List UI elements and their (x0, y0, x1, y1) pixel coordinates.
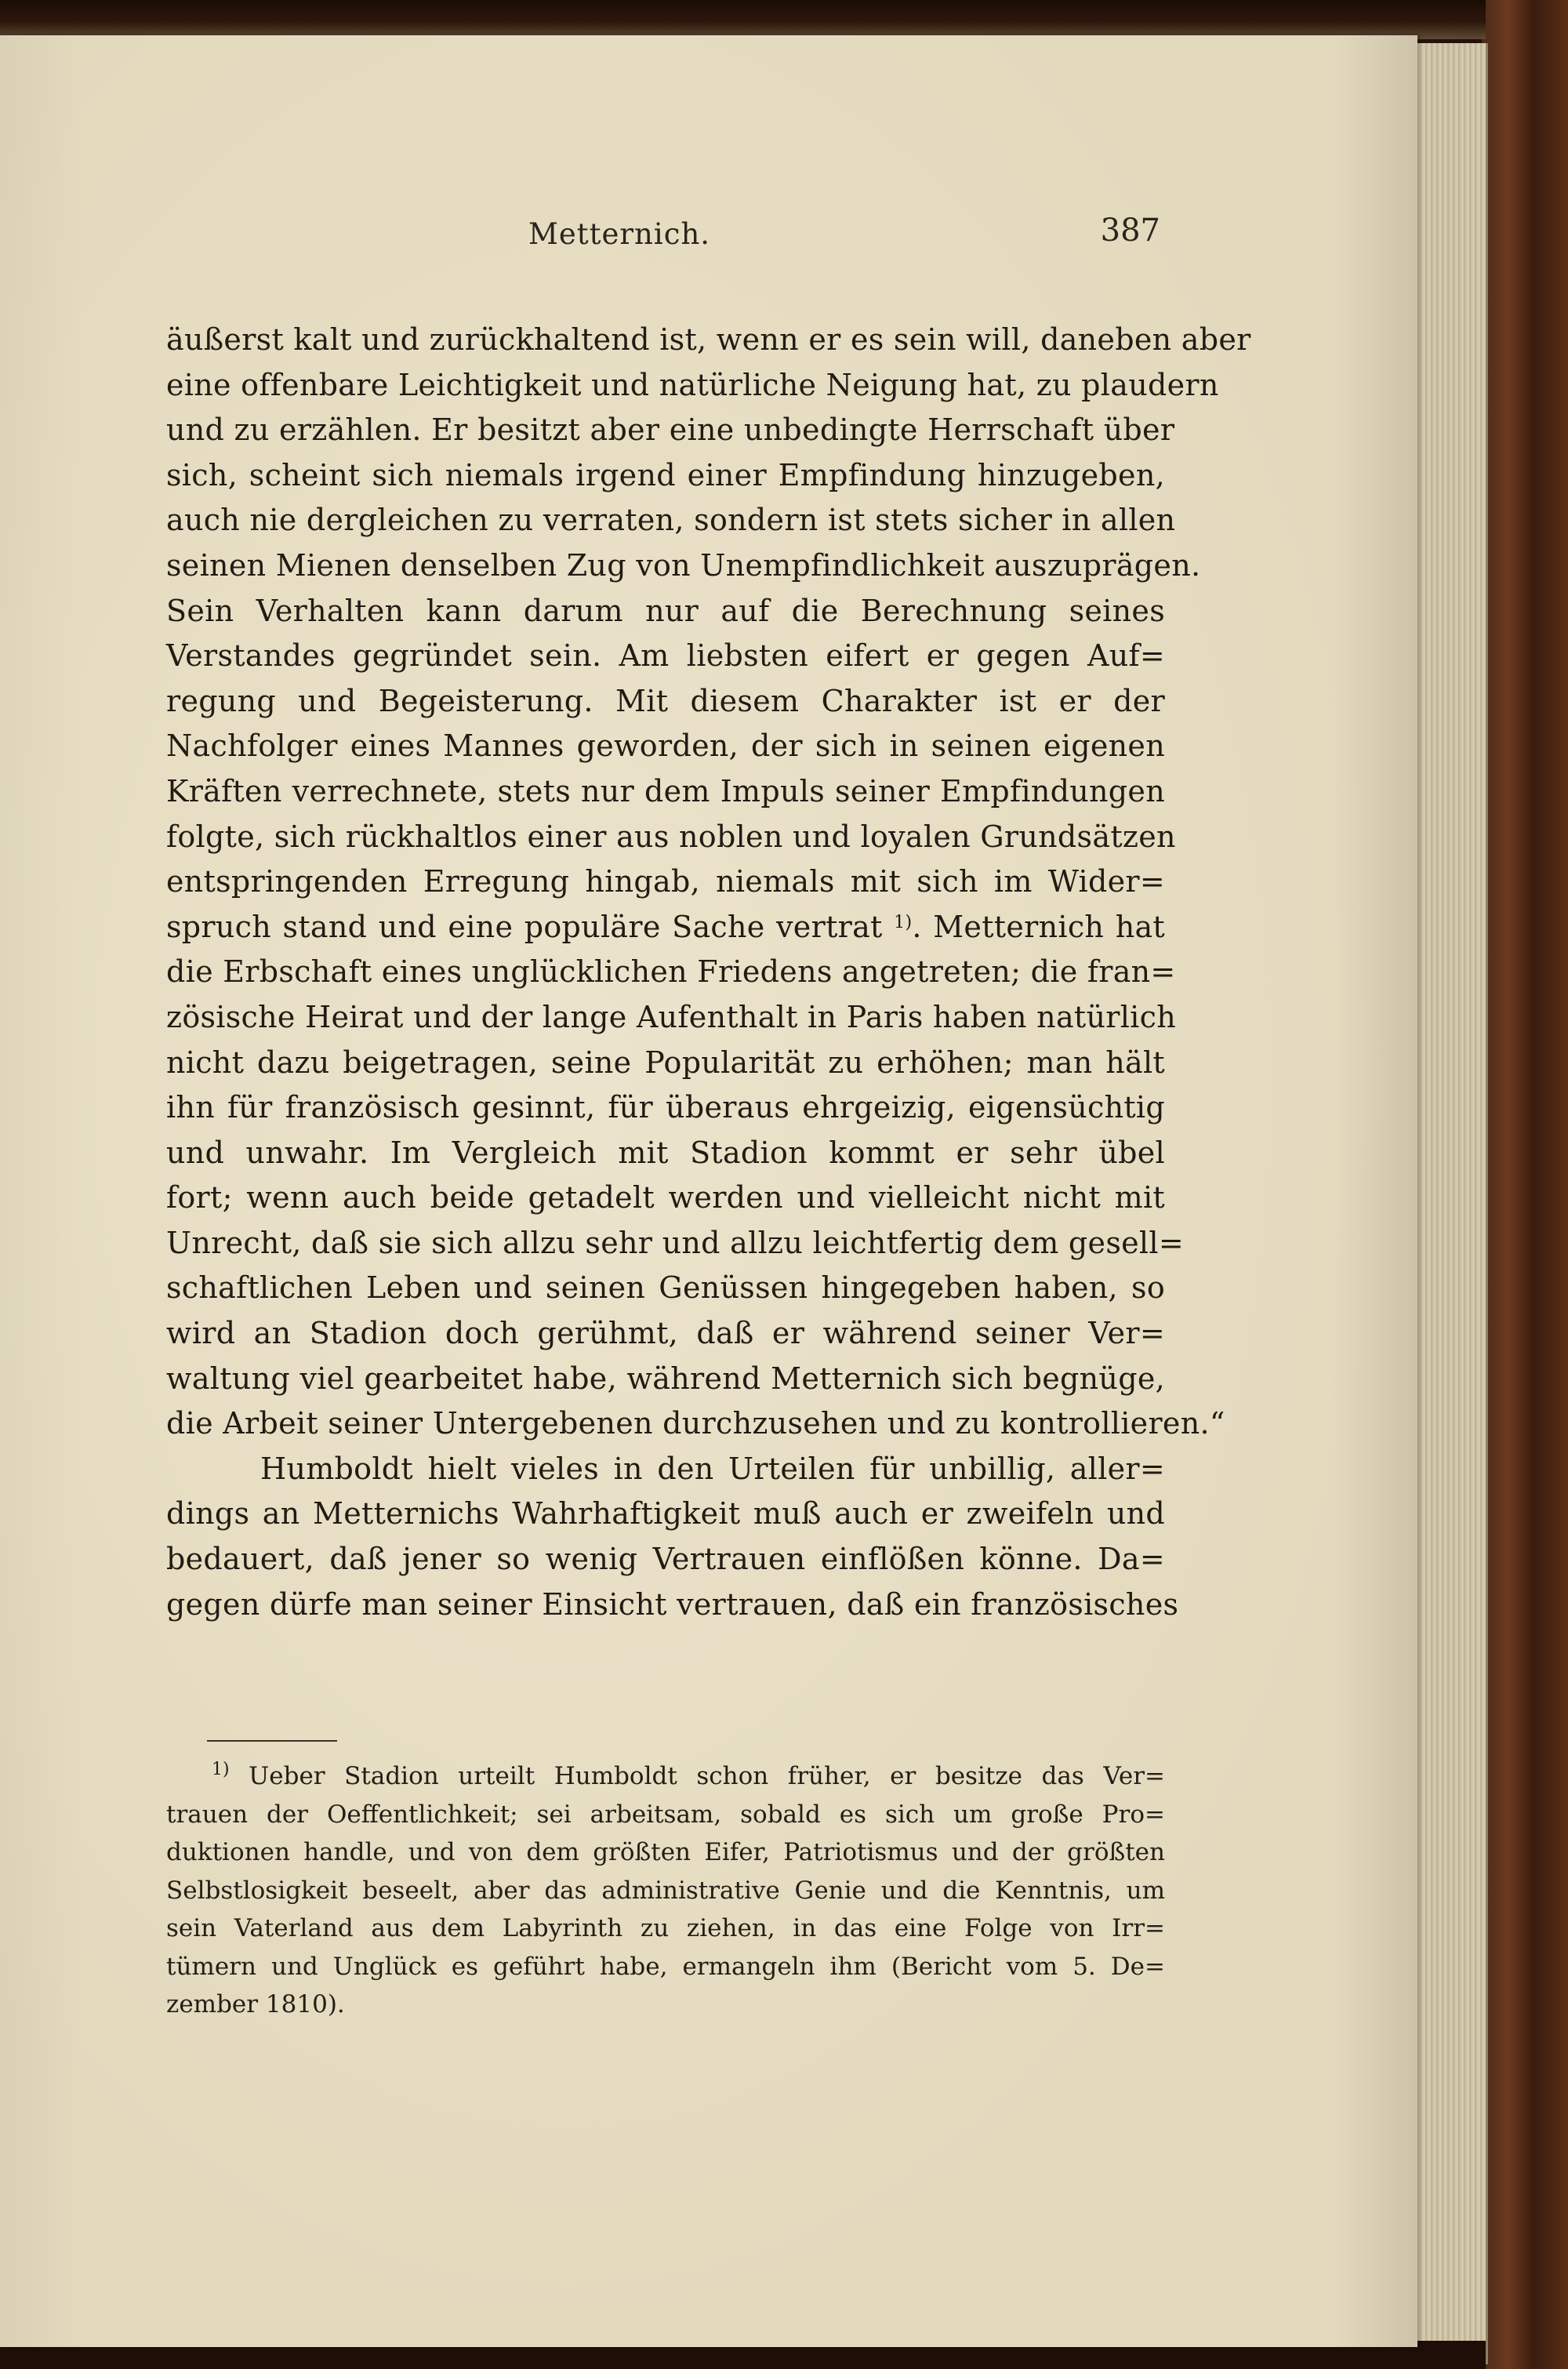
text-line: und zu erzählen. Er besitzt aber eine unbedingte Herrschaft über (166, 412, 1175, 448)
text-line: Sein Verhalten kann darum nur auf die Berechnung seines (166, 593, 1165, 628)
running-title: Metternich. (528, 217, 711, 251)
page-stack-edge (1411, 43, 1488, 2364)
footnote-separator (207, 1740, 337, 1742)
text-line: fort; wenn auch beide getadelt werden und vielleicht nicht mit (166, 1180, 1165, 1215)
text-line: Unrecht, daß sie sich allzu sehr und allzu leichtfertig dem gesell= (166, 1225, 1184, 1260)
footnote-line: tümern und Unglück es geführt habe, ermangeln ihm (Bericht vom 5. De= (166, 1952, 1165, 1981)
footnote-line: Selbstlosigkeit beseelt, aber das administrative Genie und die Kenntnis, um (166, 1876, 1165, 1905)
text-line: äußerst kalt und zurückhaltend ist, wenn er es sein will, daneben aber (166, 322, 1251, 357)
text-line: ihn für französisch gesinnt, für überaus ehrgeizig, eigensüchtig (166, 1090, 1165, 1125)
text-line: sich, scheint sich niemals irgend einer Empfindung hinzugeben, (166, 457, 1165, 492)
text-line-with-footnote (166, 905, 1165, 950)
text-line: Humboldt hielt vieles in den Urteilen für unbillig, aller= (260, 1451, 1165, 1486)
footnote-reference: 1) (894, 912, 913, 932)
footnotes (166, 1757, 1165, 2024)
text-line-end: . Metternich hat (912, 909, 1165, 944)
text-line: die Erbschaft eines unglücklichen Friedens angetreten; die fran= (166, 954, 1176, 990)
footnote-text: Ueber Stadion urteilt Humboldt schon früher, er besitze das Ver= (249, 1762, 1165, 1790)
running-head (165, 213, 1160, 264)
text-line: seinen Mienen denselben Zug von Unempfindlichkeit auszuprägen. (166, 547, 1201, 583)
text-line-start: spruch stand und eine populäre Sache vertrat (166, 909, 883, 944)
text-line: schaftlichen Leben und seinen Genüssen hingegeben haben, so (166, 1270, 1165, 1306)
footnote-marker: 1) (212, 1760, 230, 1779)
text-line: Kräften verrechnete, stets nur dem Impuls seiner Empfindungen (166, 773, 1165, 808)
text-line: waltung viel gearbeitet habe, während Metternich sich begnüge, (166, 1361, 1165, 1396)
text-line: und unwahr. Im Vergleich mit Stadion kommt er sehr übel (166, 1135, 1165, 1170)
footnote-line: sein Vaterland aus dem Labyrinth zu ziehen, in das eine Folge von Irr= (166, 1914, 1165, 1942)
text-line: dings an Metternichs Wahrhaftigkeit muß auch er zweifeln und (166, 1496, 1165, 1531)
text-line: Nachfolger eines Mannes geworden, der sich in seinen eigenen (166, 729, 1165, 764)
text-line: entspringenden Erregung hingab, niemals mit sich im Wider= (166, 864, 1165, 899)
footnote-line: zember 1810). (166, 1990, 345, 2018)
top-binding-strip (0, 0, 1486, 39)
text-line: eine offenbare Leichtigkeit und natürliche Neigung hat, zu plaudern (166, 367, 1219, 402)
text-line: folgte, sich rückhaltlos einer aus noblen und loyalen Grundsätzen (166, 819, 1176, 854)
book-cover-edge (1482, 0, 1568, 2369)
text-line: gegen dürfe man seiner Einsicht vertrauen, daß ein französisches (166, 1586, 1179, 1622)
text-line: zösische Heirat und der lange Aufenthalt in Paris haben natürlich (166, 999, 1176, 1034)
text-line: nicht dazu beigetragen, seine Popularität zu erhöhen; man hält (166, 1045, 1165, 1080)
text-line: auch nie dergleichen zu verraten, sondern ist stets sicher in allen (166, 503, 1176, 538)
text-line: die Arbeit seiner Untergebenen durchzusehen und zu kontrollieren.“ (166, 1406, 1225, 1441)
footnote-line: duktionen handle, und von dem größten Eifer, Patriotismus und der größten (166, 1838, 1165, 1866)
footnote-line-with-marker (166, 1757, 1165, 1796)
text-line: Verstandes gegründet sein. Am liebsten eifert er gegen Auf= (166, 638, 1165, 674)
text-line: regung und Begeisterung. Mit diesem Charakter ist er der (166, 683, 1165, 718)
footnote-line: trauen der Oeffentlichkeit; sei arbeitsam, sobald es sich um große Pro= (166, 1800, 1165, 1829)
book-page (0, 35, 1417, 2347)
text-line: wird an Stadion doch gerühmt, daß er während seiner Ver= (166, 1316, 1165, 1351)
page-number: 387 (1100, 213, 1160, 249)
body-text (166, 318, 1251, 1627)
text-line: bedauert, daß jener so wenig Vertrauen einflößen könne. Da= (166, 1542, 1165, 1577)
